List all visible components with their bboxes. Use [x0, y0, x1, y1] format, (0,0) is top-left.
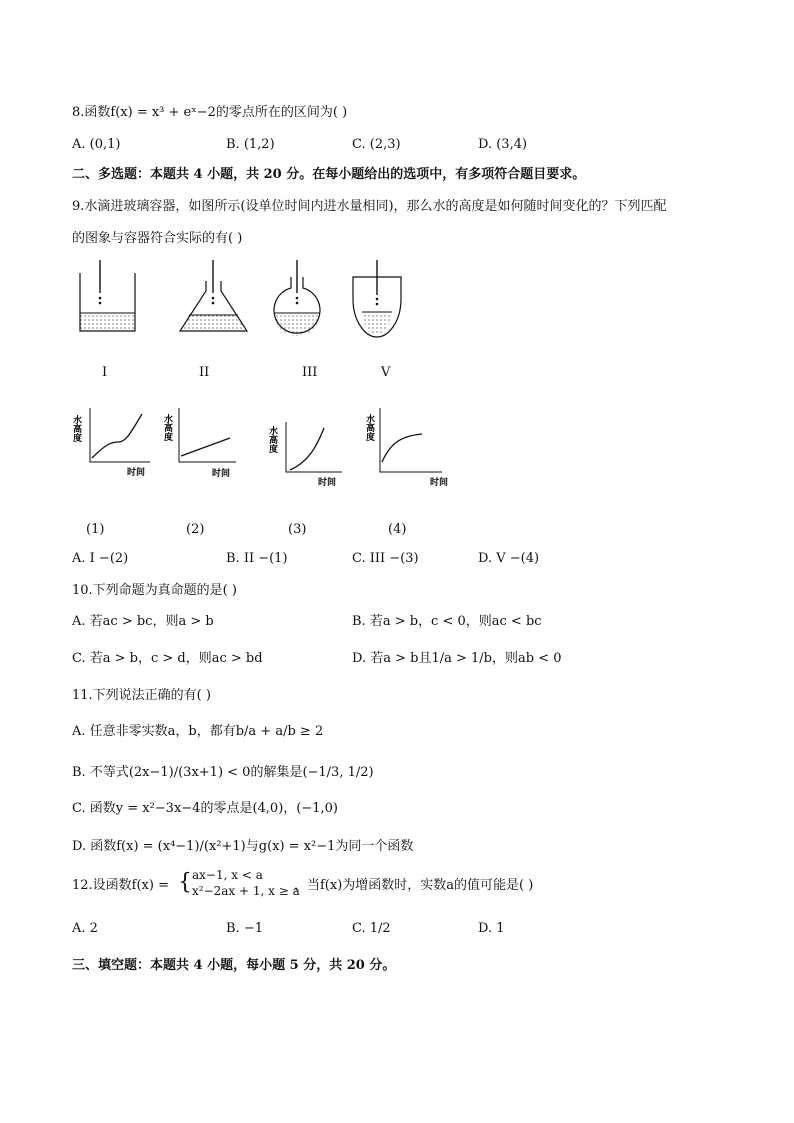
q12-case2: x²−2ax + 1, x ≥ a	[192, 884, 300, 898]
container-round-flask	[274, 260, 320, 336]
graph-2	[162, 408, 236, 479]
q8-option-c: C. (2,3)	[352, 137, 401, 152]
q11-option-c: C. 函数y = x²−3x−4的零点是(4,0)，(−1,0)	[72, 801, 338, 816]
q8-option-b: B. (1,2)	[226, 137, 275, 152]
container-conical-flask	[180, 260, 247, 331]
q12-case1: ax−1, x < a	[192, 868, 263, 882]
q12-brace: {	[178, 870, 192, 895]
graph-4-x-label: 时间	[430, 478, 449, 488]
container-label-2: II	[199, 365, 210, 380]
q12-option-c: C. 1/2	[352, 921, 391, 936]
q8-option-d: D. (3,4)	[478, 137, 528, 152]
container-bowl	[353, 260, 401, 337]
graph-1-y-label: 水高度	[71, 415, 81, 442]
graph-1	[71, 408, 150, 478]
q10-stem: 10.下列命题为真命题的是( )	[72, 583, 237, 598]
q9-option-d: D. V −(4)	[478, 551, 540, 566]
q10-option-d: D. 若a > b且1/a > 1/b，则ab < 0	[352, 651, 562, 666]
q12-option-d: D. 1	[478, 921, 505, 936]
q8-option-a: A. (0,1)	[72, 137, 121, 152]
q11-stem: 11.下列说法正确的有( )	[72, 688, 211, 703]
graph-label-1: (1)	[86, 522, 105, 537]
graph-4-y-label: 水高度	[364, 414, 374, 441]
container-label-1: I	[102, 365, 108, 380]
section3-heading: 三、填空题：本题共 4 小题，每小题 5 分，共 20 分。	[72, 958, 396, 973]
q12-option-a: A. 2	[72, 921, 98, 936]
containers-figure	[60, 255, 460, 385]
graph-1-x-label: 时间	[127, 468, 146, 478]
container-label-4: V	[381, 365, 391, 380]
q11-option-b: B. 不等式(2x−1)/(3x+1) < 0的解集是(−1/3, 1/2)	[72, 765, 374, 780]
graph-label-4: (4)	[388, 522, 407, 537]
q11-option-d: D. 函数f(x) = (x⁴−1)/(x²+1)与g(x) = x²−1为同一个函数	[72, 839, 414, 854]
section2-heading: 二、多选题：本题共 4 小题，共 20 分。在每小题给出的选项中，有多项符合题目要求。	[72, 167, 586, 182]
q9-option-c: C. III −(3)	[352, 551, 419, 566]
q10-option-c: C. 若a > b，c > d，则ac > bd	[72, 651, 263, 666]
graph-label-3: (3)	[288, 522, 307, 537]
graph-4	[364, 408, 448, 488]
q9-option-b: B. II −(1)	[226, 551, 288, 566]
container-label-3: III	[302, 365, 318, 380]
q10-option-b: B. 若a > b，c < 0，则ac < bc	[352, 614, 542, 629]
container-beaker	[80, 260, 135, 331]
graph-3	[267, 422, 342, 488]
graph-2-x-label: 时间	[212, 469, 231, 479]
q9-option-a: A. I −(2)	[72, 551, 129, 566]
q10-option-a: A. 若ac > bc，则a > b	[72, 614, 214, 629]
q8-stem: 8.函数f(x) = x³ + eˣ−2的零点所在的区间为( )	[72, 105, 348, 120]
graph-3-x-label: 时间	[318, 478, 337, 488]
graphs-figure	[60, 400, 480, 495]
graph-2-y-label: 水高度	[162, 414, 172, 441]
q11-option-a: A. 任意非零实数a，b，都有b/a + a/b ≥ 2	[72, 724, 324, 739]
q12-option-b: B. −1	[226, 921, 263, 936]
q12-stem-prefix: 12.设函数f(x) =	[72, 878, 169, 893]
q12-stem-suffix: ，当f(x)为增函数时，实数a的值可能是( )	[294, 878, 534, 893]
graph-label-2: (2)	[186, 522, 205, 537]
q9-stem-line2: 的图象与容器符合实际的有( )	[72, 231, 243, 246]
graph-3-y-label: 水高度	[267, 426, 277, 453]
q9-stem-line1: 9.水滴进玻璃容器，如图所示(设单位时间内进水量相同)，那么水的高度是如何随时间变化的？下列匹配	[72, 199, 667, 214]
